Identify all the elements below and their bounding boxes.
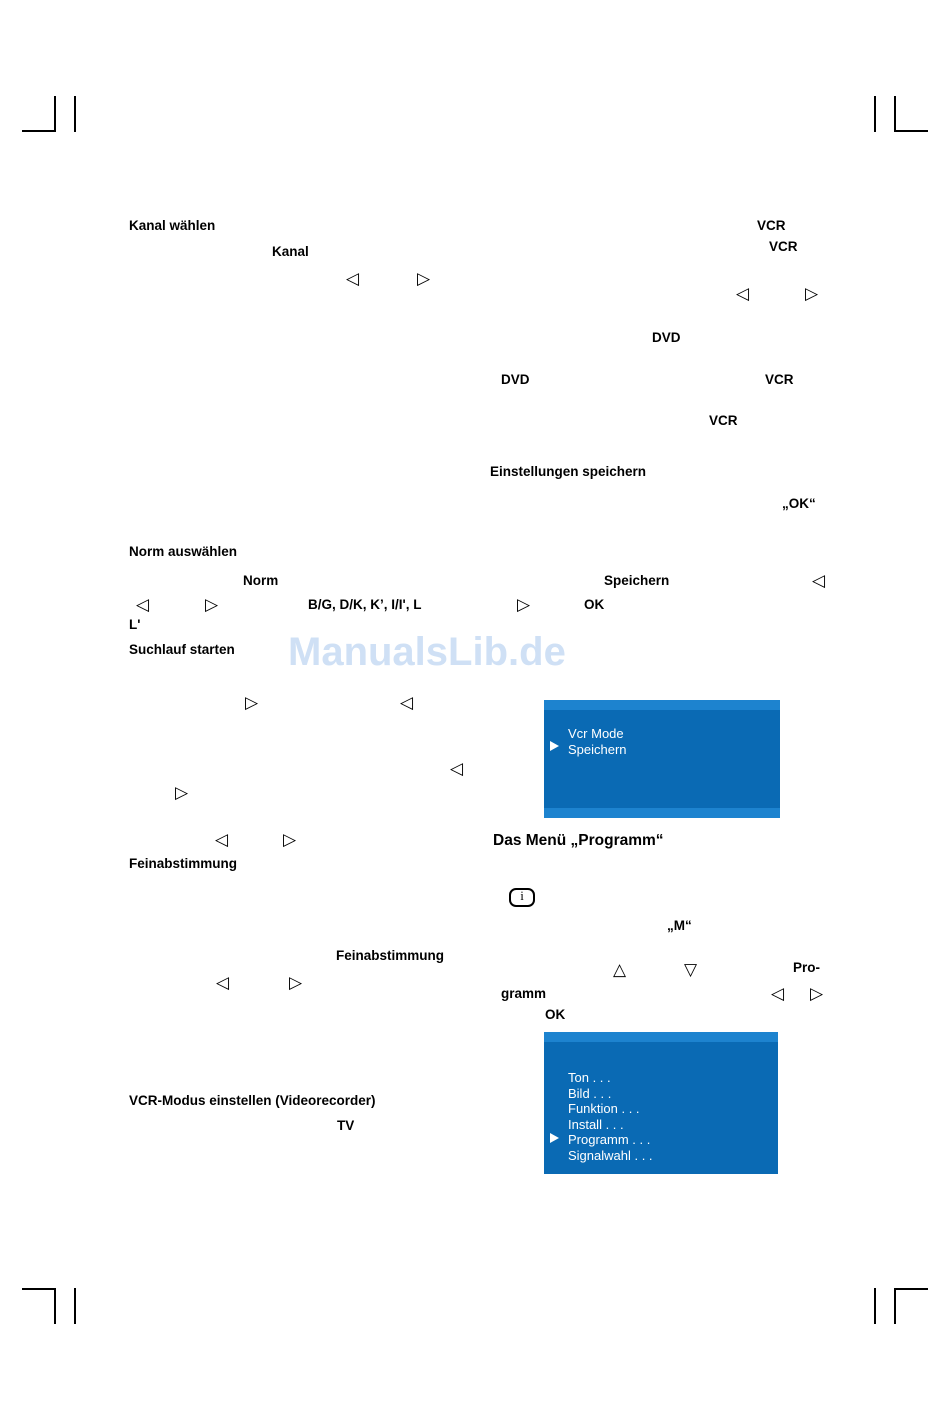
crop-mark-bl-h (22, 1288, 56, 1290)
crop-mark-tr-h (894, 130, 928, 132)
osd-vcr-box (544, 700, 780, 818)
arrow-left-10: ◁ (771, 984, 785, 1003)
osd-menu-cursor (550, 1133, 559, 1143)
term-ok-1: OK (584, 597, 605, 612)
term-ok-quoted: „OK“ (782, 496, 816, 511)
arrow-down-1: ▽ (684, 960, 698, 979)
arrow-right-7: ▷ (175, 783, 189, 802)
osd-menu-item-3[interactable]: Install . . . (568, 1116, 624, 1132)
arrow-left-7: ◁ (450, 759, 464, 778)
term-dvd-2: DVD (501, 372, 530, 387)
arrow-left-6: ◁ (400, 693, 414, 712)
crop-mark-tl-h (22, 130, 56, 132)
crop-mark-tr-v2 (874, 96, 876, 132)
term-m-quoted: „M“ (667, 918, 692, 933)
term-programm-part2: gramm (501, 986, 547, 1001)
osd-menu-item-1[interactable]: Bild . . . (568, 1085, 612, 1101)
term-vcr-4: VCR (709, 413, 738, 428)
osd-vcr-item-0[interactable]: Vcr Mode (568, 726, 624, 741)
term-programm-part1: Pro- (793, 960, 820, 975)
osd-menu-item-5[interactable]: Signalwahl . . . (568, 1147, 653, 1163)
arrow-right-8: ▷ (283, 830, 297, 849)
osd-vcr-items (568, 726, 627, 757)
term-normen-list2: L' (129, 617, 141, 632)
term-feinabstimmung-inline: Feinabstimmung (336, 948, 445, 963)
arrow-right-6: ▷ (245, 693, 259, 712)
heading-vcr-modus: VCR-Modus einstellen (Videorecorder) (129, 1093, 376, 1108)
crop-mark-tl-v (54, 96, 56, 132)
term-vcr-3: VCR (765, 372, 794, 387)
crop-mark-bl-v2 (74, 1288, 76, 1324)
term-dvd-1: DVD (652, 330, 681, 345)
crop-mark-tl-v2 (74, 96, 76, 132)
arrow-left-8: ◁ (215, 830, 229, 849)
heading-kanal-waehlen: Kanal wählen (129, 218, 216, 233)
term-tv: TV (337, 1118, 355, 1133)
term-ok-2: OK (545, 1007, 566, 1022)
info-icon (509, 888, 535, 907)
arrow-right-10: ▷ (810, 984, 824, 1003)
osd-vcr-bottom-bar (544, 808, 780, 818)
osd-menu-box (544, 1032, 778, 1174)
term-normen-list: B/G, D/K, K’, I/I', L (308, 597, 422, 612)
heading-suchlauf-starten: Suchlauf starten (129, 642, 235, 657)
osd-menu-item-0[interactable]: Ton . . . (568, 1070, 611, 1085)
arrow-up-1: △ (613, 960, 627, 979)
arrow-right-9: ▷ (289, 973, 303, 992)
osd-menu-item-2[interactable]: Funktion . . . (568, 1101, 640, 1116)
osd-menu-top-bar (544, 1032, 778, 1042)
heading-feinabstimmung: Feinabstimmung (129, 856, 238, 871)
term-kanal: Kanal (272, 244, 309, 259)
crop-mark-br-v2 (874, 1288, 876, 1324)
osd-vcr-top-bar (544, 700, 780, 710)
term-vcr-1: VCR (757, 218, 786, 233)
osd-menu-item-4[interactable]: Programm . . . (568, 1132, 651, 1147)
arrow-left-4: ◁ (136, 595, 150, 614)
arrow-left-2: ◁ (736, 284, 750, 303)
crop-mark-tr-v (894, 96, 896, 132)
arrow-left-1: ◁ (346, 269, 360, 288)
crop-mark-br-h (894, 1288, 928, 1290)
arrow-left-9: ◁ (216, 973, 230, 992)
osd-vcr-item-1[interactable]: Speichern (568, 741, 627, 757)
crop-mark-bl-v (54, 1288, 56, 1324)
term-einstellungen-speichern: Einstellungen speichern (490, 464, 647, 479)
arrow-right-2: ▷ (805, 284, 819, 303)
arrow-right-1: ▷ (417, 269, 431, 288)
crop-mark-br-v (894, 1288, 896, 1324)
info-icon-glyph: i (520, 888, 524, 903)
term-speichern: Speichern (604, 573, 670, 588)
arrow-right-5: ▷ (517, 595, 531, 614)
watermark: ManualsLib.de (288, 630, 566, 674)
term-norm: Norm (243, 573, 279, 588)
heading-norm-auswaehlen: Norm auswählen (129, 544, 238, 559)
arrow-left-3: ◁ (812, 571, 826, 590)
osd-vcr-cursor (550, 741, 559, 751)
term-vcr-2: VCR (769, 239, 798, 254)
osd-menu-items (568, 1070, 653, 1163)
arrow-right-4: ▷ (205, 595, 219, 614)
menu-title-programm: Das Menü „Programm“ (493, 832, 664, 849)
